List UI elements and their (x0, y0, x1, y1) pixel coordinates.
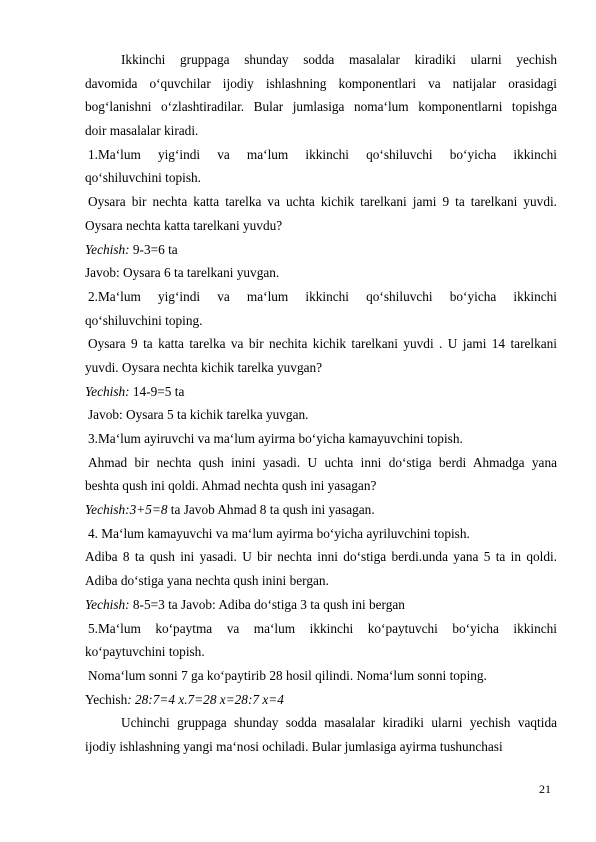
problem-2-answer: Javob: Oysara 5 ta kichik tarelka yuvgan. (88, 407, 309, 423)
problem-5-text: Noma‘lum sonni 7 ga ko‘paytirib 28 hosil qilindi. Noma‘lum sonni toping. (88, 667, 487, 683)
solution-expression: 9-3=6 ta (132, 241, 178, 257)
paragraph-intro-line: Ikkinchi gruppaga shunday sodda masalalar kiradiki ularni yechish (121, 52, 557, 67)
paragraph-intro-line: doir masalalar kiradi. (85, 123, 199, 139)
problem-3-text: Ahmad bir nechta qush inini yasadi. U uchta inni do‘stiga berdi Ahmadga yana (88, 454, 557, 470)
solution-label: Yechish: (85, 241, 130, 257)
problem-4-heading: 4. Ma‘lum kamayuvchi va ma‘lum ayirma bo‘yicha ayriluvchini topish. (88, 525, 470, 541)
problem-5-heading: 5.Ma‘lum ko‘paytma va ma‘lum ikkinchi ko‘paytuvchi bo‘yicha ikkinchi (88, 620, 557, 636)
problem-1-text: Oysara nechta katta tarelkani yuvdu? (85, 217, 283, 233)
problem-1-heading: 1.Ma‘lum yig‘indi va ma‘lum ikkinchi qo‘shiluvchi bo‘yicha ikkinchi (88, 146, 557, 162)
problem-2-text: Oysara 9 ta katta tarelka va bir nechita kichik tarelkani yuvdi . U jami 14 tarelkani (88, 336, 557, 352)
paragraph-closing-line: ijodiy ishlashning yangi ma‘nosi ochiladi. Bular jumlasiga ayirma tushunchasi (85, 738, 503, 754)
problem-4-text: Adiba do‘stiga yana nechta qush inini bergan. (85, 573, 329, 589)
problem-1-solution (85, 238, 557, 262)
problem-2-solution (85, 380, 557, 404)
problem-4-solution (85, 593, 557, 617)
problem-5-solution (85, 688, 557, 712)
problem-3-text: beshta qush ini qoldi. Ahmad nechta qush ini yasagan? (85, 478, 377, 494)
problem-1-heading: qo‘shiluvchini topish. (85, 170, 201, 186)
solution-label: Yechish:3+5=8 (85, 502, 168, 518)
paragraph-closing-line: Uchinchi gruppaga shunday sodda masalalar kiradiki ularni yechish vaqtida (121, 715, 557, 731)
problem-2-heading: 2.Ma‘lum yig‘indi va ma‘lum ikkinchi qo‘shiluvchi bo‘yicha ikkinchi (88, 288, 557, 304)
paragraph-intro-line: davomida o‘quvchilar ijodiy ishlashning komponentlari va natijalar orasidagi (85, 75, 557, 91)
problem-3-heading: 3.Ma‘lum ayiruvchi va ma‘lum ayirma bo‘yicha kamayuvchini topish. (88, 431, 463, 446)
solution-expression: 14-9=5 ta (132, 383, 185, 399)
solution-expression: 8-5=3 ta Javob: Adiba do‘stiga 3 ta qush ini bergan (132, 596, 405, 612)
problem-1-text: Oysara bir nechta katta tarelka va uchta kichik tarelkani jami 9 ta tarelkani yuvdi. (88, 194, 557, 210)
answer-text: ta Javob Ahmad 8 ta qush ini yasagan. (170, 502, 375, 518)
solution-label: Yechish (85, 691, 128, 707)
paragraph-intro-line: bog‘lanishni o‘zlashtiradilar. Bular jumlasiga noma‘lum komponentlarni topishga (85, 99, 557, 115)
solution-expression: : 28:7=4 x.7=28 x=28:7 x=4 (127, 691, 284, 707)
problem-1-answer: Javob: Oysara 6 ta tarelkani yuvgan. (85, 265, 280, 281)
problem-2-text: yuvdi. Oysara nechta kichik tarelka yuvgan? (85, 359, 323, 375)
problem-3-solution (85, 498, 557, 522)
solution-label: Yechish: (85, 383, 130, 399)
problem-2-heading: qo‘shiluvchini toping. (85, 312, 203, 328)
problem-4-text: Adiba 8 ta qush ini yasadi. U bir nechta inni do‘stiga berdi.unda yana 5 ta in qoldi. (85, 549, 557, 565)
problem-5-heading: ko‘paytuvchini topish. (85, 644, 205, 660)
solution-label: Yechish: (85, 596, 130, 612)
document-page (85, 48, 557, 759)
page-number: 21 (539, 782, 551, 796)
